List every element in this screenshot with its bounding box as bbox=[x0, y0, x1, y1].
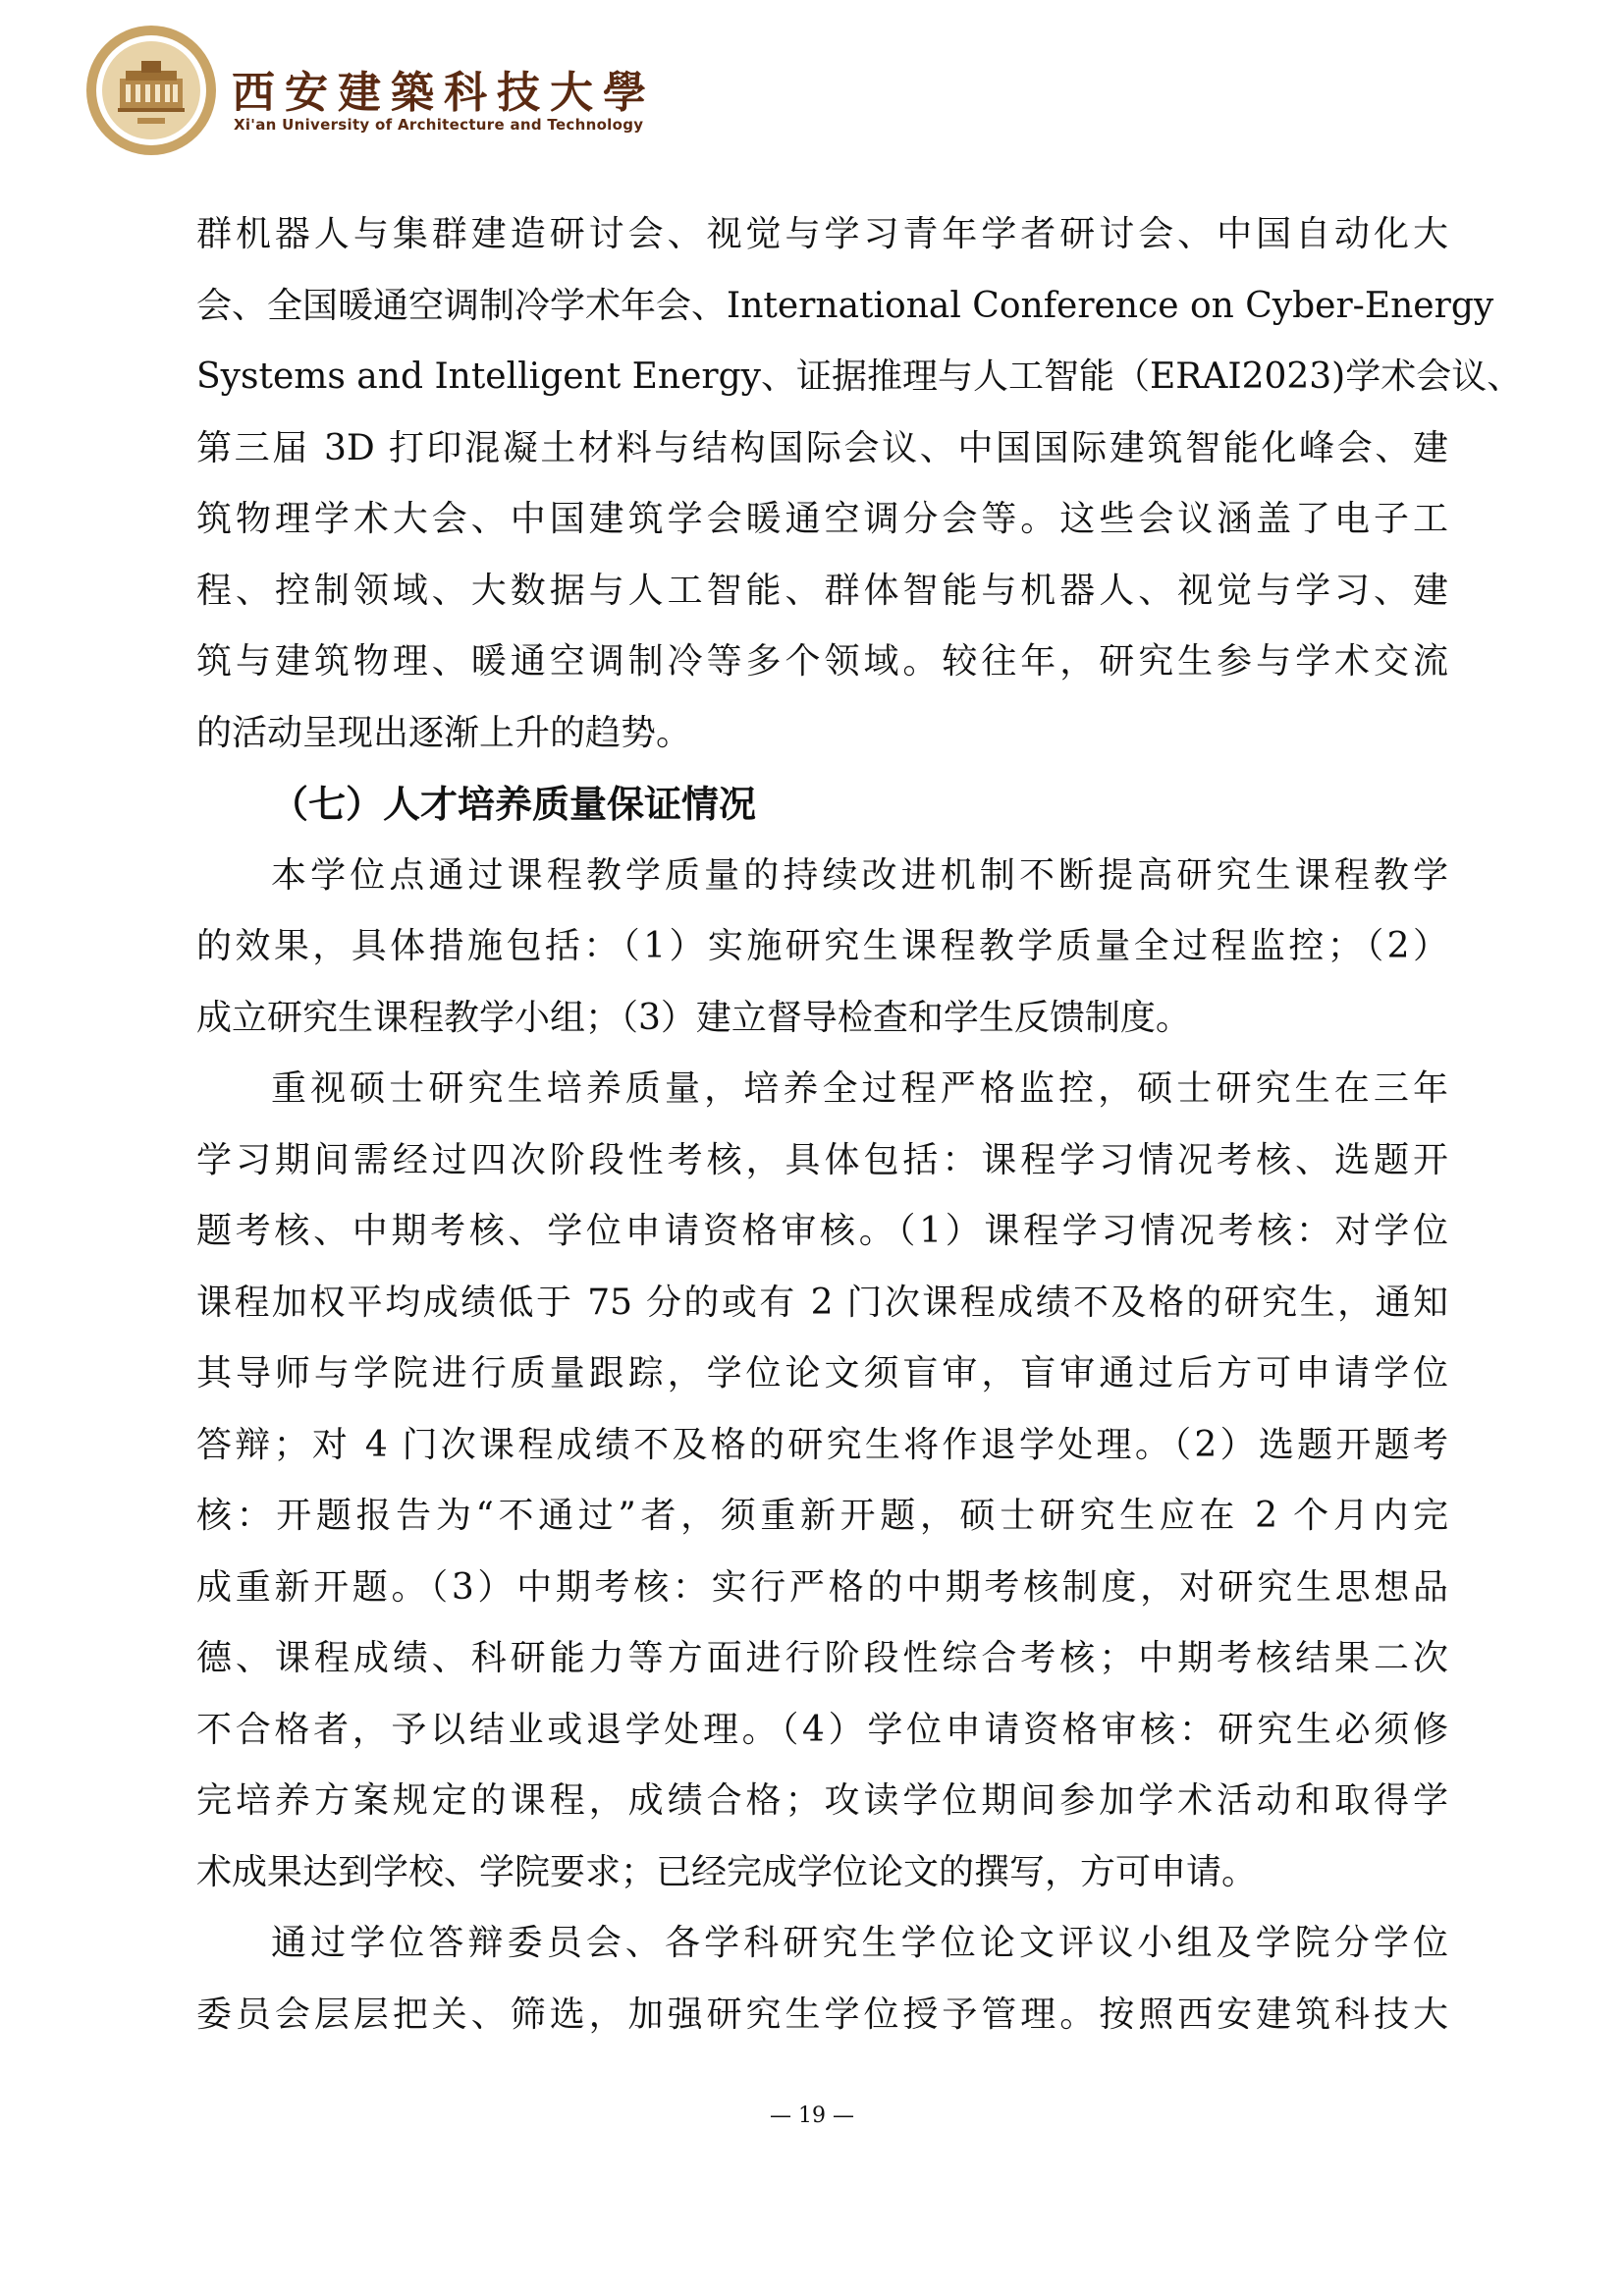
text-line: 成立研究生课程教学小组；（3）建立督导检查和学生反馈制度。 bbox=[196, 997, 1191, 1038]
text-line: 完培养方案规定的课程，成绩合格；攻读学位期间参加学术活动和取得学 bbox=[196, 1780, 1448, 1821]
text-line: 会、全国暖通空调制冷学术年会、International Conference on Cyber-Energy bbox=[196, 285, 1494, 326]
text-line: 程、控制领域、大数据与人工智能、群体智能与机器人、视觉与学习、建 bbox=[196, 570, 1448, 611]
text-line: 重视硕士研究生培养质量，培养全过程严格监控，硕士研究生在三年 bbox=[271, 1068, 1448, 1109]
text-line: 课程加权平均成绩低于 75 分的或有 2 门次课程成绩不及格的研究生，通知 bbox=[196, 1282, 1448, 1323]
paragraph-conferences bbox=[196, 199, 1523, 769]
text-line: 通过学位答辩委员会、各学科研究生学位论文评议小组及学院分学位 bbox=[271, 1923, 1448, 1963]
text-line: Systems and Intelligent Energy、证据推理与人工智能（ERAI2023)学术会议、 bbox=[196, 356, 1523, 397]
paragraph-degree-management bbox=[196, 1908, 1448, 2050]
text-line: 的效果，具体措施包括：（1）实施研究生课程教学质量全过程监控；（2） bbox=[196, 926, 1448, 966]
text-line: 德、课程成绩、科研能力等方面进行阶段性综合考核；中期考核结果二次 bbox=[196, 1638, 1448, 1678]
paragraph-course-quality bbox=[196, 841, 1448, 1055]
text-line: 委员会层层把关、筛选，加强研究生学位授予管理。按照西安建筑科技大 bbox=[196, 1994, 1448, 2035]
section-heading: （七）人才培养质量保证情况 bbox=[271, 783, 757, 826]
text-line: 题考核、中期考核、学位申请资格审核。（1）课程学习情况考核：对学位 bbox=[196, 1211, 1448, 1251]
text-line: 第三届 3D 打印混凝土材料与结构国际会议、中国国际建筑智能化峰会、建 bbox=[196, 427, 1448, 468]
page-header bbox=[82, 22, 672, 159]
text-line: 筑物理学术大会、中国建筑学会暖通空调分会等。这些会议涵盖了电子工 bbox=[196, 499, 1448, 539]
text-line: 学习期间需经过四次阶段性考核，具体包括：课程学习情况考核、选题开 bbox=[196, 1139, 1448, 1180]
text-line: 筑与建筑物理、暖通空调制冷等多个领域。较往年，研究生参与学术交流 bbox=[196, 641, 1448, 682]
text-line: 其导师与学院进行质量跟踪，学位论文须盲审，盲审通过后方可申请学位 bbox=[196, 1353, 1448, 1393]
university-name-cn: 西安建築科技大學 bbox=[232, 68, 656, 118]
text-line: 核：开题报告为“不通过”者，须重新开题，硕士研究生应在 2 个月内完 bbox=[196, 1496, 1448, 1536]
university-name-en: Xi'an University of Architecture and Technology bbox=[234, 116, 644, 134]
page-number: — 19 — bbox=[770, 2104, 854, 2128]
text-line: 术成果达到学校、学院要求；已经完成学位论文的撰写，方可申请。 bbox=[196, 1851, 1258, 1892]
text-line: 本学位点通过课程教学质量的持续改进机制不断提高研究生课程教学 bbox=[271, 854, 1448, 896]
text-line: 的活动呈现出逐渐上升的趋势。 bbox=[196, 712, 692, 753]
text-line: 成重新开题。（3）中期考核：实行严格的中期考核制度，对研究生思想品 bbox=[196, 1566, 1448, 1608]
paragraph-assessment bbox=[196, 1054, 1448, 1908]
text-line: 不合格者，予以结业或退学处理。（4）学位申请资格审核：研究生必须修 bbox=[196, 1709, 1448, 1750]
text-line: 答辩；对 4 门次课程成绩不及格的研究生将作退学处理。（2）选题开题考 bbox=[196, 1424, 1448, 1465]
text-line: 群机器人与集群建造研讨会、视觉与学习青年学者研讨会、中国自动化大 bbox=[196, 214, 1448, 254]
university-seal-icon bbox=[82, 22, 220, 159]
document-body bbox=[196, 199, 1523, 2050]
